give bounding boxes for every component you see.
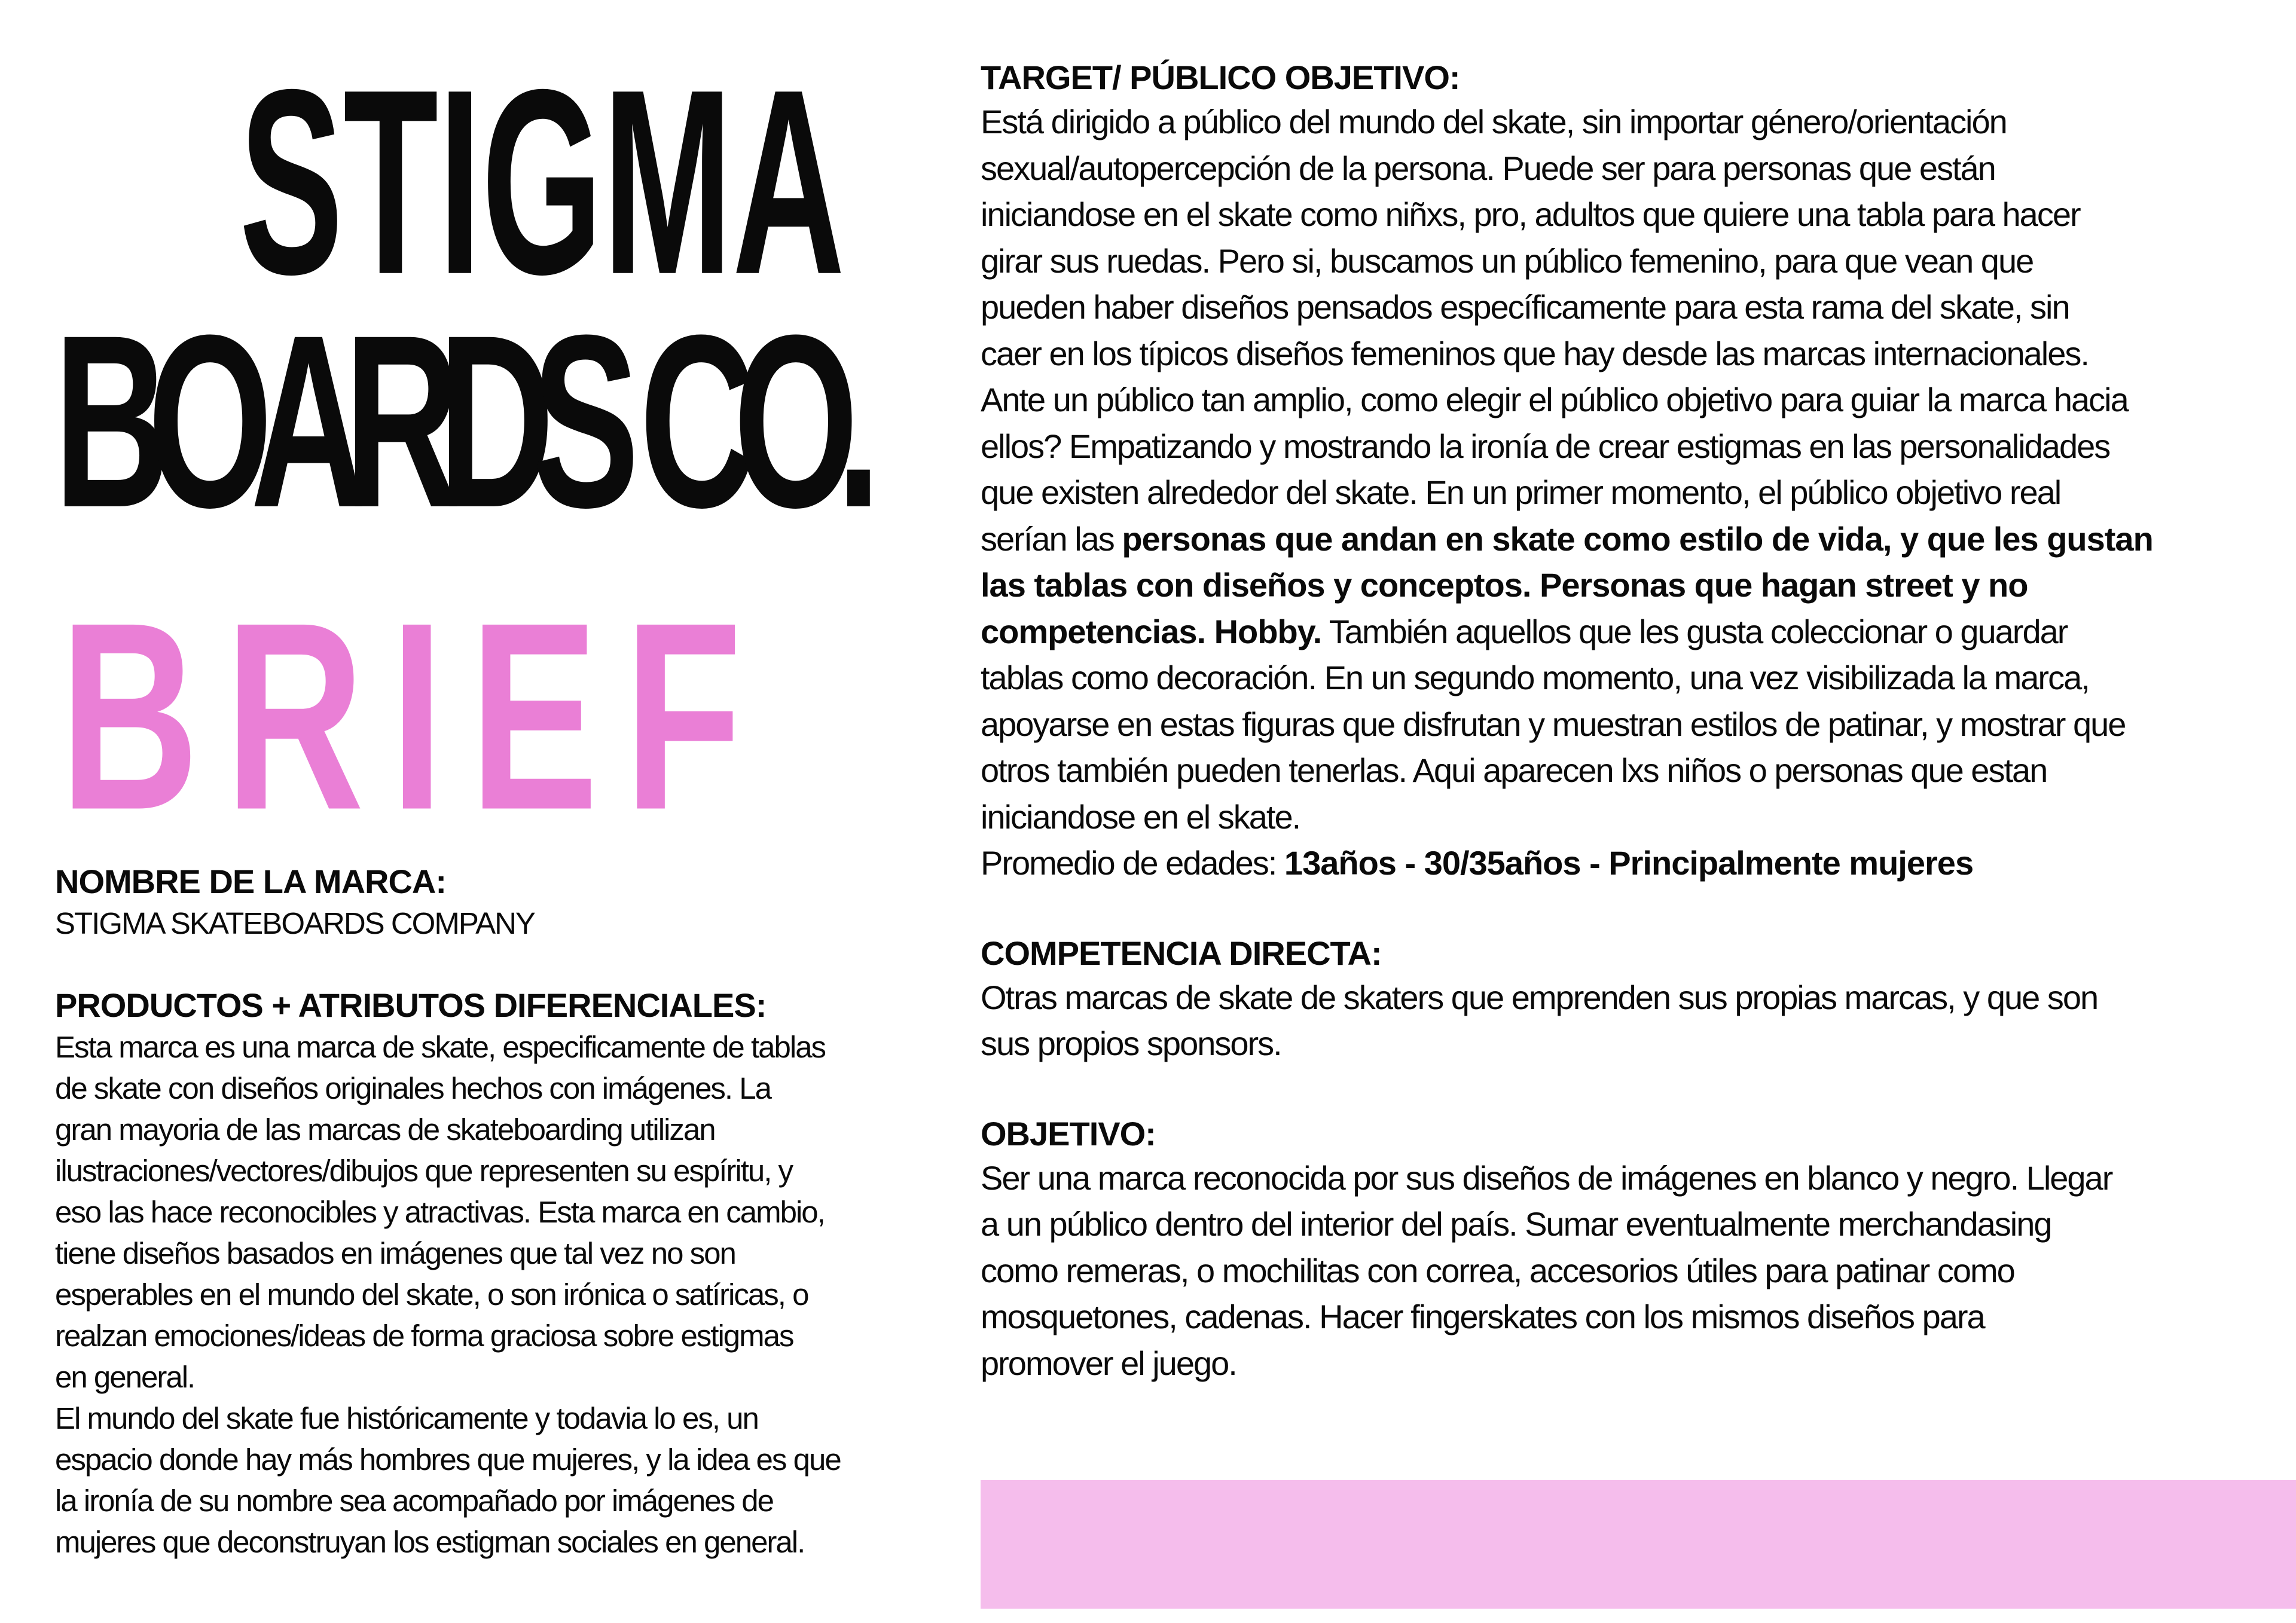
text-line: El mundo del skate fue históricamente y todavia lo es, un: [55, 1401, 758, 1435]
text-line: promover el juego.: [981, 1344, 1236, 1382]
text-line: la ironía de su nombre sea acompañado por imágenes de: [55, 1484, 773, 1518]
text-line: realzan emociones/ideas de forma graciosa sobre estigmas: [55, 1319, 793, 1353]
text-line: [981, 516, 2260, 563]
highlight-text: competencias. Hobby.: [981, 612, 1322, 650]
text-line: apoyarse en estas figuras que disfrutan y muestran estilos de patinar, y mostrar que: [981, 705, 2126, 743]
text-line: como remeras, o mochilitas con correa, accesorios útiles para patinar como: [981, 1251, 2014, 1289]
text-line: Otras marcas de skate de skaters que emprenden sus propias marcas, y que son: [981, 978, 2098, 1016]
objetivo-heading: OBJETIVO:: [981, 1114, 1156, 1153]
text-line: [981, 562, 2260, 609]
right-column: [981, 57, 2260, 1386]
text-line: que existen alrededor del skate. En un primer momento, el público objetivo real: [981, 473, 2061, 511]
text-line: gran mayoria de las marcas de skateboarding utilizan: [55, 1112, 715, 1147]
target-text: [981, 99, 2260, 887]
text-span: También aquellos que les gusta coleccionar o guardar: [1321, 612, 2068, 650]
text-line: ilustraciones/vectores/dibujos que representen su espíritu, y: [55, 1154, 793, 1188]
text-line: pueden haber diseños pensados específicamente para esta rama del skate, sin: [981, 288, 2069, 326]
text-line: [981, 609, 2260, 655]
text-line: Ser una marca reconocida por sus diseños de imágenes en blanco y negro. Llegar: [981, 1159, 2112, 1197]
edades-label: Promedio de edades:: [981, 844, 1284, 882]
text-line: Esta marca es una marca de skate, especificamente de tablas: [55, 1030, 826, 1064]
productos-heading: PRODUCTOS + ATRIBUTOS DIFERENCIALES:: [55, 986, 767, 1024]
text-line: espacio donde hay más hombres que mujeres, y la idea es que: [55, 1442, 841, 1477]
brand-logo: [54, 35, 927, 866]
brief-title: BRIEF: [60, 567, 768, 866]
logo-line-1: STIGMA: [239, 35, 845, 330]
edades-value: 13años - 30/35años - Principalmente mujeres: [1284, 844, 1974, 882]
nombre-heading: NOMBRE DE LA MARCA:: [55, 863, 446, 900]
text-line: sus propios sponsors.: [981, 1025, 1281, 1062]
text-line: sexual/autopercepción de la persona. Puede ser para personas que están: [981, 149, 1995, 187]
text-line: Está dirigido a público del mundo del skate, sin importar género/orientación: [981, 103, 2007, 140]
decorative-pink-bar: [981, 1480, 2296, 1609]
target-heading: TARGET/ PÚBLICO OBJETIVO:: [981, 59, 1460, 96]
text-line: mujeres que deconstruyan los estigman sociales en general.: [55, 1525, 805, 1559]
text-line: a un público dentro del interior del país. Sumar eventualmente merchandasing: [981, 1205, 2051, 1243]
text-line: caer en los típicos diseños femeninos que hay desde las marcas internacionales.: [981, 334, 2089, 372]
edades-line: [981, 840, 2260, 887]
highlight-text: personas que andan en skate como estilo de vida, y que les gustan: [1122, 519, 2153, 558]
highlight-text: las tablas con diseños y conceptos. Personas que hagan street y no: [981, 566, 2028, 604]
text-span: serían las: [981, 519, 1122, 558]
text-line: otros también pueden tenerlas. Aqui aparecen lxs niños o personas que estan: [981, 751, 2047, 789]
nombre-value: STIGMA SKATEBOARDS COMPANY: [55, 906, 535, 940]
text-line: eso las hace reconocibles y atractivas. Esta marca en cambio,: [55, 1195, 825, 1229]
text-line: iniciandose en el skate como niñxs, pro, adultos que quiere una tabla para hacer: [981, 195, 2080, 233]
competencia-heading: COMPETENCIA DIRECTA:: [981, 934, 1382, 972]
logo-stigma: [54, 35, 927, 330]
text-line: tablas como decoración. En un segundo momento, una vez visibilizada la marca,: [981, 659, 2089, 696]
text-line: mosquetones, cadenas. Hacer fingerskates con los mismos diseños para: [981, 1298, 1984, 1335]
text-line: iniciandose en el skate.: [981, 797, 1300, 836]
text-line: ellos? Empatizando y mostrando la ironía de crear estigmas en las personalidades: [981, 427, 2110, 465]
text-line: de skate con diseños originales hechos con imágenes. La: [55, 1071, 771, 1105]
text-line: tiene diseños basados en imágenes que tal vez no son: [55, 1236, 735, 1270]
left-column: [55, 861, 916, 1563]
text-line: esperables en el mundo del skate, o son irónica o satíricas, o: [55, 1277, 808, 1312]
text-line: girar sus ruedas. Pero si, buscamos un público femenino, para que vean que: [981, 242, 2034, 280]
logo-boards-co: BOARDS CO.: [54, 284, 859, 560]
text-line: Ante un público tan amplio, como elegir el público objetivo para guiar la marca hacia: [981, 381, 2128, 418]
text-line: en general.: [55, 1360, 195, 1394]
productos-text: [55, 1026, 916, 1563]
